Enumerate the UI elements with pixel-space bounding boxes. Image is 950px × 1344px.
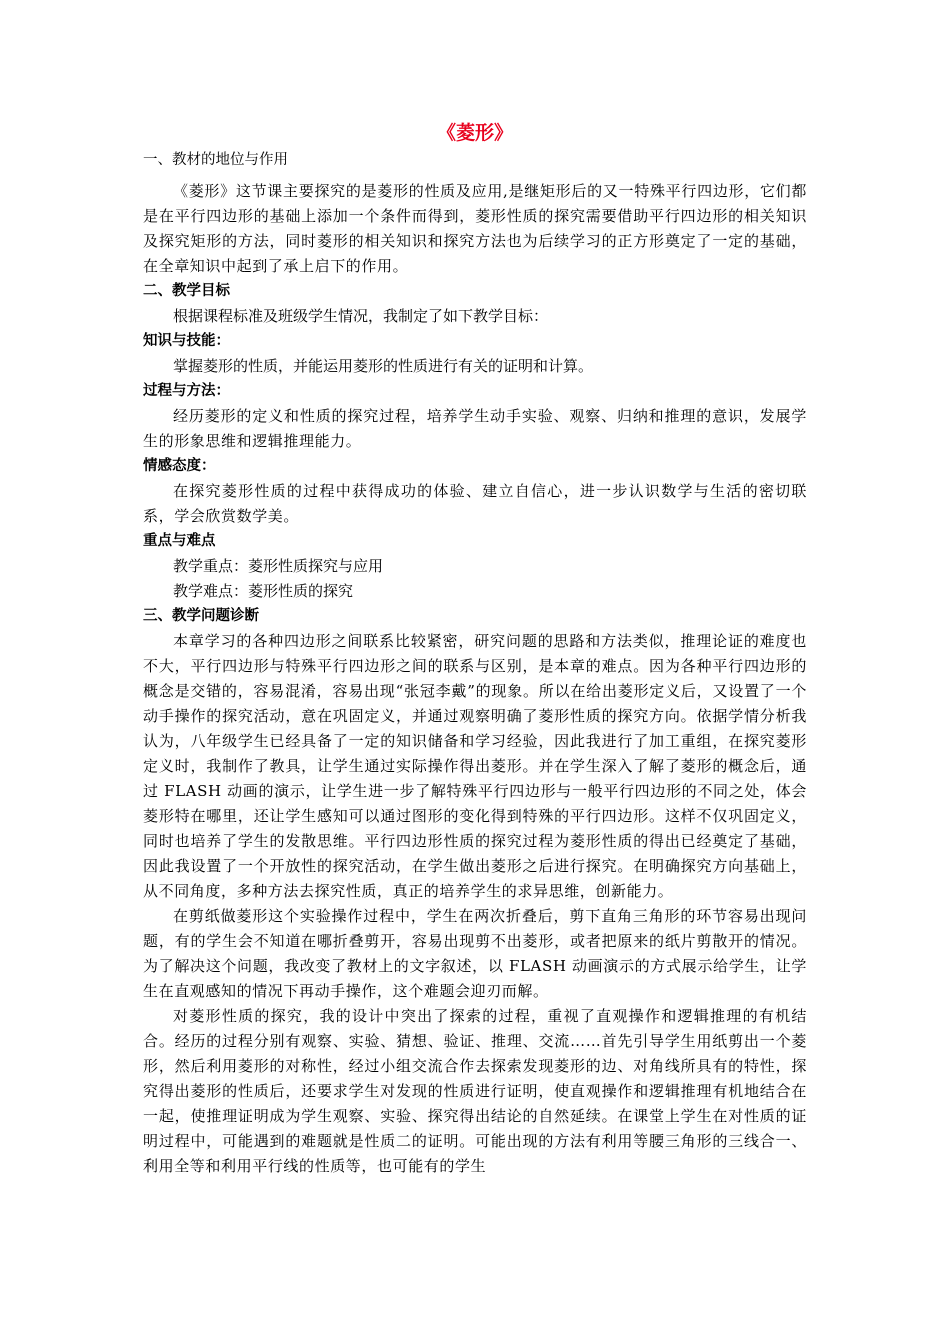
section2-heading: 二、教学目标 — [143, 283, 230, 299]
section2-intro: 根据课程标准及班级学生情况，我制定了如下教学目标： — [173, 307, 549, 325]
knowledge-text: 掌握菱形的性质，并能运用菱形的性质进行有关的证明和计算。 — [173, 357, 594, 375]
knowledge-heading: 知识与技能： — [143, 333, 230, 349]
difficult-point: 教学难点：菱形性质的探究 — [173, 582, 354, 600]
key-point: 教学重点：菱形性质探究与应用 — [173, 557, 384, 575]
document-title: 《菱形》 — [436, 122, 513, 144]
document-page — [143, 118, 807, 1179]
emotion-heading: 情感态度： — [143, 458, 216, 474]
section3-heading: 三、教学问题诊断 — [143, 608, 259, 624]
process-text: 经历菱形的定义和性质的探究过程，培养学生动手实验、观察、归纳和推理的意识，发展学生的形象思维和逻辑推理能力。 — [143, 407, 807, 450]
key-difficulty-heading: 重点与难点 — [143, 533, 216, 549]
section1-heading: 一、教材的地位与作用 — [143, 152, 288, 168]
section3-paragraph-3: 对菱形性质的探究，我的设计中突出了探索的过程，重视了直观操作和逻辑推理的有机结合。经历的过程分别有观察、实验、猜想、验证、推理、交流……首先引导学生用纸剪出一个菱形，然后利用菱形的对称性，经过小组交流合作去探索发现菱形的边、对角线所具有的特性，探究得出菱形的性质后，还要求学生对发现的性质进行证明，使直观操作和逻辑推理有机地结合在一起，使推理证明成为学生观察、实验、探究得出结论的自然延续。在课堂上学生在对性质的证明过程中，可能遇到的难题就是性质二的证明。可能出现的方法有利用等腰三角形的三线合一、利用全等和利用平行线的性质等，也可能有的学生 — [143, 1007, 807, 1175]
process-heading: 过程与方法： — [143, 383, 230, 399]
section3-paragraph-1: 本章学习的各种四边形之间联系比较紧密，研究问题的思路和方法类似，推理论证的难度也不大，平行四边形与特殊平行四边形之间的联系与区别，是本章的难点。因为各种平行四边形的概念是交错的，容易混淆，容易出现“张冠李戴”的现象。所以在给出菱形定义后，又设置了一个动手操作的探究活动，意在巩固定义，并通过观察明确了菱形性质的探究方向。依据学情分析我认为，八年级学生已经具备了一定的知识储备和学习经验，因此我进行了加工重组，在探究菱形定义时，我制作了教具，让学生通过实际操作得出菱形。并在学生深入了解了菱形的概念后，通过 FLASH 动画的演示，让学生进一步了解特殊平行四边形与一般平行四边形的不同之处，体会菱形特在哪里，还让学生感知可以通过图形的变化得到特殊的平行四边形。这样不仅巩固定义，同时也培养了学生的发散思维。平行四边形性质的探究过程为菱形性质的得出已经奠定了基础，因此我设置了一个开放性的探究活动，在学生做出菱形之后进行探究。在明确探究方向基础上，从不同角度，多种方法去探究性质，真正的培养学生的求异思维，创新能力。 — [143, 632, 807, 900]
emotion-text: 在探究菱形性质的过程中获得成功的体验、建立自信心，进一步认识数学与生活的密切联系，学会欣赏数学美。 — [143, 482, 807, 525]
section1-paragraph: 《菱形》这节课主要探究的是菱形的性质及应用,是继矩形后的又一特殊平行四边形，它们都是在平行四边形的基础上添加一个条件而得到，菱形性质的探究需要借助平行四边形的相关知识及探究矩形的方法，同时菱形的相关知识和探究方法也为后续学习的正方形奠定了一定的基础，在全章知识中起到了承上启下的作用。 — [143, 182, 807, 275]
section3-paragraph-2: 在剪纸做菱形这个实验操作过程中，学生在两次折叠后，剪下直角三角形的环节容易出现问题，有的学生会不知道在哪折叠剪开，容易出现剪不出菱形，或者把原来的纸片剪散开的情况。为了解决这个问题，我改变了教材上的文字叙述，以 FLASH 动画演示的方式展示给学生，让学生在直观感知的情况下再动手操作，这个难题会迎刃而解。 — [143, 907, 807, 1000]
